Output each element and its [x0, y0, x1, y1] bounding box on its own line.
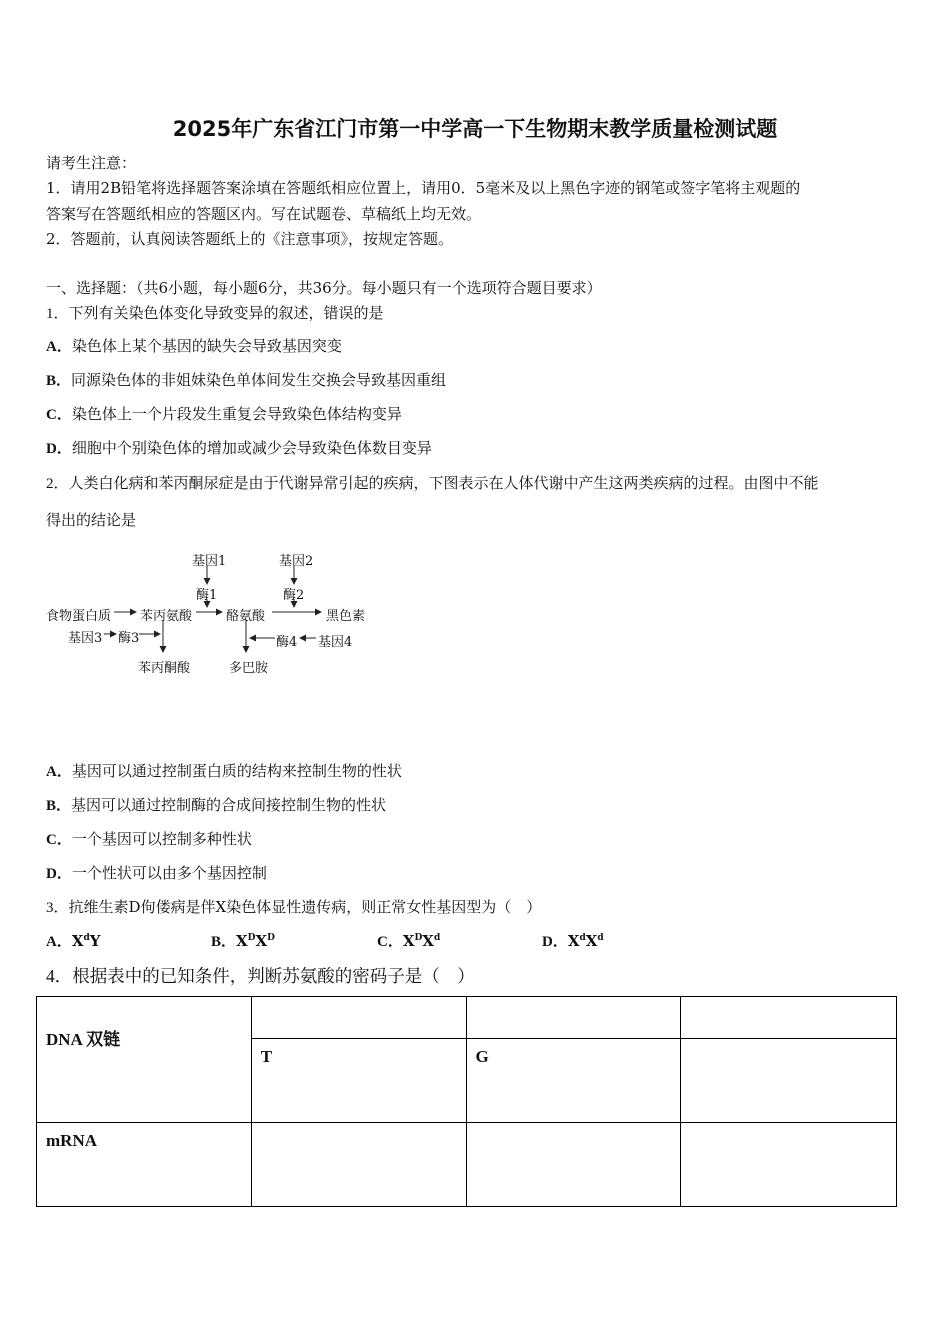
- option-letter: B．: [46, 373, 72, 389]
- gene-3-label: 基因3: [68, 631, 103, 646]
- row-label-mrna: [37, 1123, 252, 1207]
- option-letter: C．: [46, 832, 72, 848]
- q2-option-d[interactable]: [46, 862, 267, 883]
- gene-4-label: 基因4: [318, 635, 353, 650]
- question-3: [46, 896, 541, 917]
- genotype-allele: D: [414, 933, 423, 943]
- genotype-base: X: [71, 932, 84, 950]
- phenylalanine-label: 苯丙氨酸: [140, 609, 193, 624]
- q1-option-a[interactable]: [46, 335, 342, 356]
- enzyme-3-label: 酶3: [118, 631, 140, 646]
- question-stem: 抗维生素D佝偻病是伴X染色体显性遗传病，则正常女性基因型为（ ）: [68, 898, 542, 916]
- option-letter: D．: [46, 866, 72, 882]
- section-heading: 一、选择题：（共6小题，每小题6分，共36分。每小题只有一个选项符合题目要求）: [46, 279, 602, 297]
- q2-option-b[interactable]: [46, 794, 386, 815]
- table-row: [37, 997, 897, 1039]
- cell-text: G: [475, 1047, 489, 1066]
- genotype-base: X: [255, 932, 268, 950]
- question-number: 1．: [46, 306, 69, 322]
- genotype-base: Y: [89, 932, 101, 950]
- tyrosine-label: 酪氨酸: [226, 609, 266, 624]
- option-letter: B．: [211, 934, 237, 950]
- option-text: 基因可以通过控制酶的合成间接控制生物的性状: [71, 796, 387, 814]
- option-letter: D．: [542, 934, 568, 950]
- option-text: 染色体上一个片段发生重复会导致染色体结构变异: [71, 405, 402, 423]
- table-cell[interactable]: [466, 997, 681, 1039]
- table-cell[interactable]: [681, 1039, 897, 1123]
- mrna-label: mRNA: [46, 1131, 97, 1150]
- genotype-base: X: [422, 932, 434, 950]
- genotype-allele: D: [247, 933, 256, 943]
- option-letter: C．: [46, 407, 72, 423]
- genotype-base: X: [585, 932, 598, 950]
- option-text: 染色体上某个基因的缺失会导致基因突变: [71, 337, 342, 355]
- option-text: 细胞中个别染色体的增加或减少会导致染色体数目变异: [71, 439, 432, 457]
- option-letter: A．: [46, 764, 72, 780]
- phenylpyruvate-label: 苯丙酮酸: [138, 661, 191, 676]
- option-text: 基因可以通过控制蛋白质的结构来控制生物的性状: [71, 762, 402, 780]
- enzyme-4-label: 酶4: [276, 635, 298, 650]
- table-cell[interactable]: [251, 1123, 466, 1207]
- question-stem: 下列有关染色体变化导致变异的叙述，错误的是: [68, 304, 384, 322]
- option-letter: D．: [46, 441, 72, 457]
- q3-option-c[interactable]: [377, 930, 440, 951]
- question-2: [46, 472, 819, 493]
- table-cell[interactable]: [251, 997, 466, 1039]
- genotype-base: X: [567, 932, 580, 950]
- dopamine-label: 多巴胺: [229, 661, 269, 676]
- gene-1-label: 基因1: [192, 554, 227, 569]
- option-text: 一个性状可以由多个基因控制: [71, 864, 267, 882]
- question-4: [46, 963, 475, 988]
- table-cell[interactable]: [681, 1123, 897, 1207]
- question-1: [46, 302, 384, 323]
- genotype-allele: d: [597, 933, 604, 943]
- cell-text: T: [260, 1047, 273, 1066]
- table-cell[interactable]: [681, 997, 897, 1039]
- genotype-allele: d: [579, 933, 586, 943]
- table-cell[interactable]: [466, 1123, 681, 1207]
- genotype-allele: D: [267, 933, 275, 943]
- table-row: [37, 1123, 897, 1207]
- notice-line-2: 2．答题前，认真阅读答题纸上的《注意事项》，按规定答题。: [46, 230, 454, 248]
- q3-option-d[interactable]: [542, 930, 604, 951]
- question-number: 3．: [46, 900, 69, 916]
- option-letter: A．: [46, 339, 72, 355]
- enzyme-2-label: 酶2: [283, 588, 305, 603]
- q3-option-a[interactable]: [46, 930, 101, 951]
- notice-heading: 请考生注意：: [46, 154, 137, 172]
- notice-line-1a: 1．请用2B铅笔将选择题答案涂填在答题纸相应位置上，请用0．5毫米及以上黑色字迹的钢笔或签字笔将主观题的: [46, 179, 801, 197]
- genotype-allele: d: [433, 933, 441, 943]
- question-stem: 根据表中的已知条件，判断苏氨酸的密码子是（ ）: [72, 967, 475, 987]
- row-label-dna: [37, 997, 252, 1123]
- question-number: 4．: [46, 966, 73, 986]
- table-cell[interactable]: [466, 1039, 681, 1123]
- enzyme-1-label: 酶1: [196, 588, 218, 603]
- page-title: 2025年广东省江门市第一中学高一下生物期末教学质量检测试题: [172, 117, 778, 141]
- question-stem: 人类白化病和苯丙酮尿症是由于代谢异常引起的疾病，下图表示在人体代谢中产生这两类疾病的过程。由图中不能: [68, 474, 819, 492]
- melanin-label: 黑色素: [326, 609, 366, 624]
- dna-label: DNA 双链: [46, 1030, 121, 1049]
- q1-option-b[interactable]: [46, 369, 446, 390]
- food-protein-label: 食物蛋白质: [46, 609, 112, 624]
- genotype-base: X: [236, 932, 248, 950]
- genotype-base: X: [402, 932, 415, 950]
- notice-line-1b: 答案写在答题纸相应的答题区内。写在试题卷、草稿纸上均无效。: [46, 205, 482, 223]
- table-cell[interactable]: [251, 1039, 466, 1123]
- option-letter: A．: [46, 934, 72, 950]
- q3-option-b[interactable]: [211, 930, 275, 951]
- q2-option-a[interactable]: [46, 760, 402, 781]
- q1-option-c[interactable]: [46, 403, 402, 424]
- genotype-allele: d: [83, 933, 90, 943]
- question-2-stem-cont: 得出的结论是: [46, 511, 137, 529]
- option-letter: C．: [377, 934, 403, 950]
- q1-option-d[interactable]: [46, 437, 432, 458]
- option-letter: B．: [46, 798, 72, 814]
- option-text: 同源染色体的非姐妹染色单体间发生交换会导致基因重组: [71, 371, 447, 389]
- gene-2-label: 基因2: [279, 554, 314, 569]
- question-number: 2．: [46, 476, 69, 492]
- q2-option-c[interactable]: [46, 828, 252, 849]
- codon-table: [36, 996, 897, 1207]
- option-text: 一个基因可以控制多种性状: [71, 830, 252, 848]
